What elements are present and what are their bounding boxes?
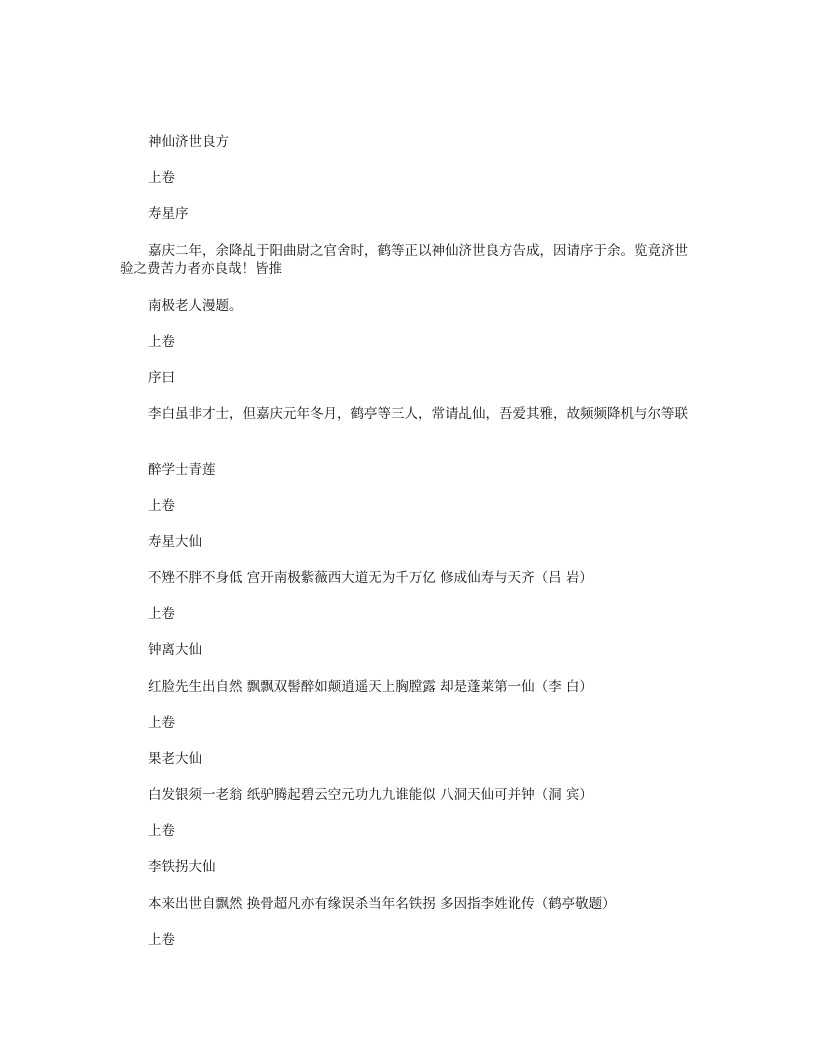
book-title: 神仙济世良方 xyxy=(148,134,229,150)
section-heading: 序曰 xyxy=(148,370,175,386)
preface-signature: 醉学士青莲 xyxy=(148,462,216,478)
preface-signature: 南极老人漫题。 xyxy=(148,298,243,314)
section-heading: 李铁拐大仙 xyxy=(148,859,216,875)
section-heading: 果老大仙 xyxy=(148,751,202,767)
volume-label: 上卷 xyxy=(148,170,175,186)
poem-line: 红脸先生出自然 飘飘双髻醉如颠逍遥天上胸膛露 却是蓬莱第一仙（李 白） xyxy=(148,679,593,695)
poem-line: 不矬不胖不身低 宫开南极紫薇西大道无为千万亿 修成仙寿与天齐（吕 岩） xyxy=(148,570,593,586)
poem-line: 白发银须一老翁 纸驴腾起碧云空元功九九谁能似 八洞天仙可并钟（洞 宾） xyxy=(148,787,593,803)
volume-label: 上卷 xyxy=(148,606,175,622)
preface-paragraph: 李白虽非才士，但嘉庆元年冬月，鹤亭等三人，常请乩仙，吾爱其雅，故频频降机与尔等联 xyxy=(148,406,688,422)
section-heading: 寿星大仙 xyxy=(148,534,202,550)
section-heading: 钟离大仙 xyxy=(148,642,202,658)
poem-line: 本来出世自飘然 换骨超凡亦有缘误杀当年名铁拐 多因指李姓讹传（鹤亭敬题） xyxy=(148,896,616,912)
preface-paragraph: 嘉庆二年，余降乩于阳曲尉之官舍时，鹤等正以神仙济世良方告成，因请序于余。览竟济世验之费苦力者亦良哉！皆推 xyxy=(120,243,688,277)
volume-label: 上卷 xyxy=(148,823,175,839)
volume-label: 上卷 xyxy=(148,498,175,514)
volume-label: 上卷 xyxy=(148,715,175,731)
section-heading: 寿星序 xyxy=(148,206,189,222)
volume-label: 上卷 xyxy=(148,334,175,350)
volume-label: 上卷 xyxy=(148,932,175,948)
